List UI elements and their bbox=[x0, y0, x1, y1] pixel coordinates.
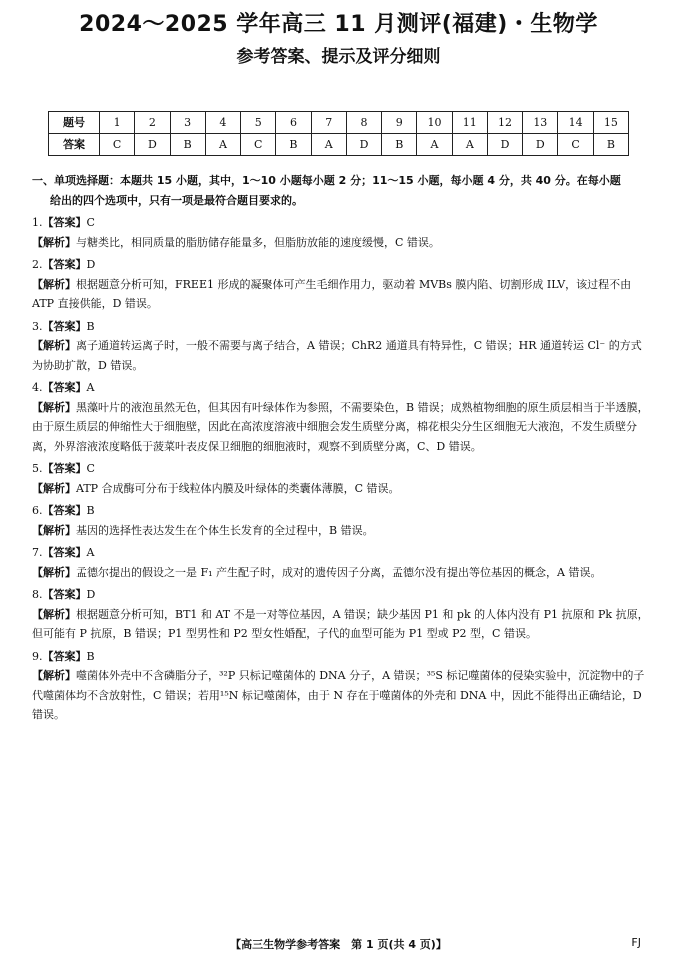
answer-letter: D bbox=[86, 258, 96, 271]
question-answer-line bbox=[32, 585, 652, 605]
question-number-cell: 8 bbox=[346, 112, 381, 134]
analysis-tag: 【解析】 bbox=[32, 481, 76, 495]
answer-cell: C bbox=[241, 134, 276, 156]
analysis-text: 噬菌体外壳中不含磷脂分子，³²P 只标记噬菌体的 DNA 分子，A 错误；³⁵S 标记噬菌体的侵染实验中，沉淀物中的子代噬菌体均不含放射性，C 错误；若用¹⁵N 标记噬菌体，由于 N 存在于噬菌体的外壳和 DNA 中，因此不能得出正确结论，D 错误。 bbox=[32, 669, 645, 721]
answer-tag: 【答案】 bbox=[42, 649, 87, 663]
answer-cell: A bbox=[452, 134, 487, 156]
question-answer-line bbox=[32, 501, 652, 521]
question-answer-line bbox=[32, 543, 652, 563]
question-number: 6. bbox=[32, 504, 43, 517]
answer-letter: C bbox=[86, 216, 95, 229]
answer-cell: A bbox=[311, 134, 346, 156]
question-number: 9. bbox=[32, 649, 43, 663]
analysis-text: 基因的选择性表达发生在个体生长发育的全过程中，B 错误。 bbox=[76, 523, 374, 537]
answer-tag: 【答案】 bbox=[42, 588, 87, 601]
analysis-text: 黑藻叶片的液泡虽然无色，但其因有叶绿体作为参照，不需要染色，B 错误；成熟植物细胞的原生质层相当于半透膜，由于原生质层的伸缩性大于细胞壁，因此在高浓度溶液中细胞会发生质壁分离，棉花根尖分生区细胞无大液泡，不发生质壁分离，外界溶液浓度略低于菠菜叶表皮保卫细胞的细胞液时，观察不到质壁分离，C、D 错误。 bbox=[32, 400, 649, 453]
analysis-paragraph bbox=[32, 521, 652, 541]
question-number-cell: 12 bbox=[487, 112, 522, 134]
analysis-tag: 【解析】 bbox=[32, 339, 76, 352]
row-label-answer: 答案 bbox=[49, 134, 100, 156]
question-number: 4. bbox=[32, 381, 43, 394]
question-answer-line bbox=[32, 459, 652, 479]
question-number-cell: 3 bbox=[170, 112, 205, 134]
answer-letter: A bbox=[86, 546, 95, 559]
answer-cell: C bbox=[558, 134, 593, 156]
question-number-cell: 4 bbox=[205, 112, 240, 134]
answer-cell: B bbox=[276, 134, 311, 156]
analysis-paragraph bbox=[32, 275, 652, 314]
row-label-number: 题号 bbox=[49, 112, 100, 134]
section-heading-line1: 一、单项选择题：本题共 15 小题，其中，1～10 小题每小题 2 分；11～15 小题，每小题 4 分，共 40 分。在每小题 bbox=[32, 174, 621, 187]
answer-letter: B bbox=[86, 649, 95, 663]
answer-table bbox=[48, 111, 629, 156]
section-heading-line2: 给出的四个选项中，只有一项是最符合题目要求的。 bbox=[50, 193, 303, 207]
question-number-cell: 6 bbox=[276, 112, 311, 134]
analysis-paragraph bbox=[32, 666, 652, 725]
answer-content bbox=[32, 171, 652, 725]
answer-tag: 【答案】 bbox=[42, 381, 87, 394]
answer-cell: D bbox=[523, 134, 558, 156]
question-number-cell: 11 bbox=[452, 112, 487, 134]
footer-region-tag: FJ bbox=[631, 936, 641, 949]
question-number: 2. bbox=[32, 258, 43, 271]
footer-page-info: 【高三生物学参考答案 第 1 页(共 4 页)】 bbox=[230, 938, 447, 951]
answer-cell: B bbox=[593, 134, 628, 156]
analysis-text: 离子通道转运离子时，一般不需要与离子结合，A 错误；ChR2 通道具有特异性，C 错误；HR 通道转运 Cl⁻ 的方式为协助扩散，D 错误。 bbox=[32, 339, 642, 372]
question-answer-line bbox=[32, 378, 652, 398]
answer-table-number-row bbox=[49, 112, 629, 134]
answer-cell: C bbox=[100, 134, 135, 156]
answer-letter: D bbox=[86, 588, 96, 601]
question-number: 7. bbox=[32, 546, 43, 559]
answer-letter: C bbox=[86, 462, 95, 475]
answer-cell: A bbox=[417, 134, 452, 156]
analysis-text: 根据题意分析可知，FREE1 形成的凝聚体可产生毛细作用力，驱动着 MVBs 膜内陷、切割形成 ILV，该过程不由 ATP 直接供能，D 错误。 bbox=[32, 277, 632, 310]
question-answer-line bbox=[32, 213, 652, 233]
answer-cell: D bbox=[135, 134, 170, 156]
answer-tag: 【答案】 bbox=[42, 216, 87, 229]
question-list bbox=[32, 213, 652, 725]
answer-cell: D bbox=[346, 134, 381, 156]
question-number-cell: 15 bbox=[593, 112, 628, 134]
analysis-paragraph bbox=[32, 605, 652, 644]
answer-cell: B bbox=[382, 134, 417, 156]
question-number: 8. bbox=[32, 588, 43, 601]
question-number-cell: 2 bbox=[135, 112, 170, 134]
analysis-paragraph bbox=[32, 563, 652, 583]
question-answer-line bbox=[32, 255, 652, 275]
question-number: 1. bbox=[32, 216, 43, 229]
answer-tag: 【答案】 bbox=[42, 462, 87, 475]
question-number-cell: 7 bbox=[311, 112, 346, 134]
analysis-tag: 【解析】 bbox=[32, 565, 76, 579]
question-answer-line bbox=[32, 647, 652, 667]
analysis-tag: 【解析】 bbox=[32, 607, 76, 621]
question-number-cell: 13 bbox=[523, 112, 558, 134]
answer-tag: 【答案】 bbox=[42, 258, 87, 271]
answer-letter: B bbox=[86, 319, 95, 333]
analysis-paragraph bbox=[32, 233, 652, 253]
question-number-cell: 5 bbox=[241, 112, 276, 134]
answer-cell: D bbox=[487, 134, 522, 156]
document-title: 2024～2025 学年高三 11 月测评(福建)・生物学 bbox=[79, 12, 598, 37]
answer-cell: B bbox=[170, 134, 205, 156]
section-heading bbox=[32, 171, 652, 210]
answer-tag: 【答案】 bbox=[42, 504, 87, 517]
answer-cell: A bbox=[205, 134, 240, 156]
analysis-tag: 【解析】 bbox=[32, 235, 76, 249]
analysis-tag: 【解析】 bbox=[32, 400, 76, 414]
analysis-text: 根据题意分析可知，BT1 和 AT 不是一对等位基因，A 错误；缺少基因 P1 和 pk 的人体内没有 P1 抗原和 Pk 抗原，但可能有 P 抗原，B 错误；P1 型男性和 P2 型女性婚配，子代的血型可能为 P1 型或 P2 型，C 错误。 bbox=[32, 607, 649, 640]
analysis-tag: 【解析】 bbox=[32, 277, 76, 291]
answer-tag: 【答案】 bbox=[42, 319, 87, 333]
analysis-text: ATP 合成酶可分布于线粒体内膜及叶绿体的类囊体薄膜，C 错误。 bbox=[76, 481, 400, 495]
analysis-paragraph bbox=[32, 336, 652, 375]
analysis-paragraph bbox=[32, 479, 652, 499]
question-number: 3. bbox=[32, 319, 43, 333]
analysis-text: 孟德尔提出的假设之一是 F₁ 产生配子时，成对的遗传因子分离，孟德尔没有提出等位基因的概念，A 错误。 bbox=[76, 565, 602, 579]
question-number-cell: 9 bbox=[382, 112, 417, 134]
answer-tag: 【答案】 bbox=[42, 546, 87, 559]
answer-letter: A bbox=[86, 381, 95, 394]
question-number-cell: 1 bbox=[100, 112, 135, 134]
analysis-paragraph bbox=[32, 398, 652, 457]
question-number-cell: 14 bbox=[558, 112, 593, 134]
analysis-tag: 【解析】 bbox=[32, 523, 76, 537]
answer-letter: B bbox=[86, 504, 95, 517]
question-answer-line bbox=[32, 317, 652, 337]
answer-table-answer-row bbox=[49, 134, 629, 156]
question-number-cell: 10 bbox=[417, 112, 452, 134]
analysis-text: 与糖类比，相同质量的脂肪储存能量多，但脂肪放能的速度缓慢，C 错误。 bbox=[76, 235, 440, 249]
document-subtitle: 参考答案、提示及评分细则 bbox=[236, 47, 441, 67]
analysis-tag: 【解析】 bbox=[32, 669, 76, 682]
question-number: 5. bbox=[32, 462, 43, 475]
